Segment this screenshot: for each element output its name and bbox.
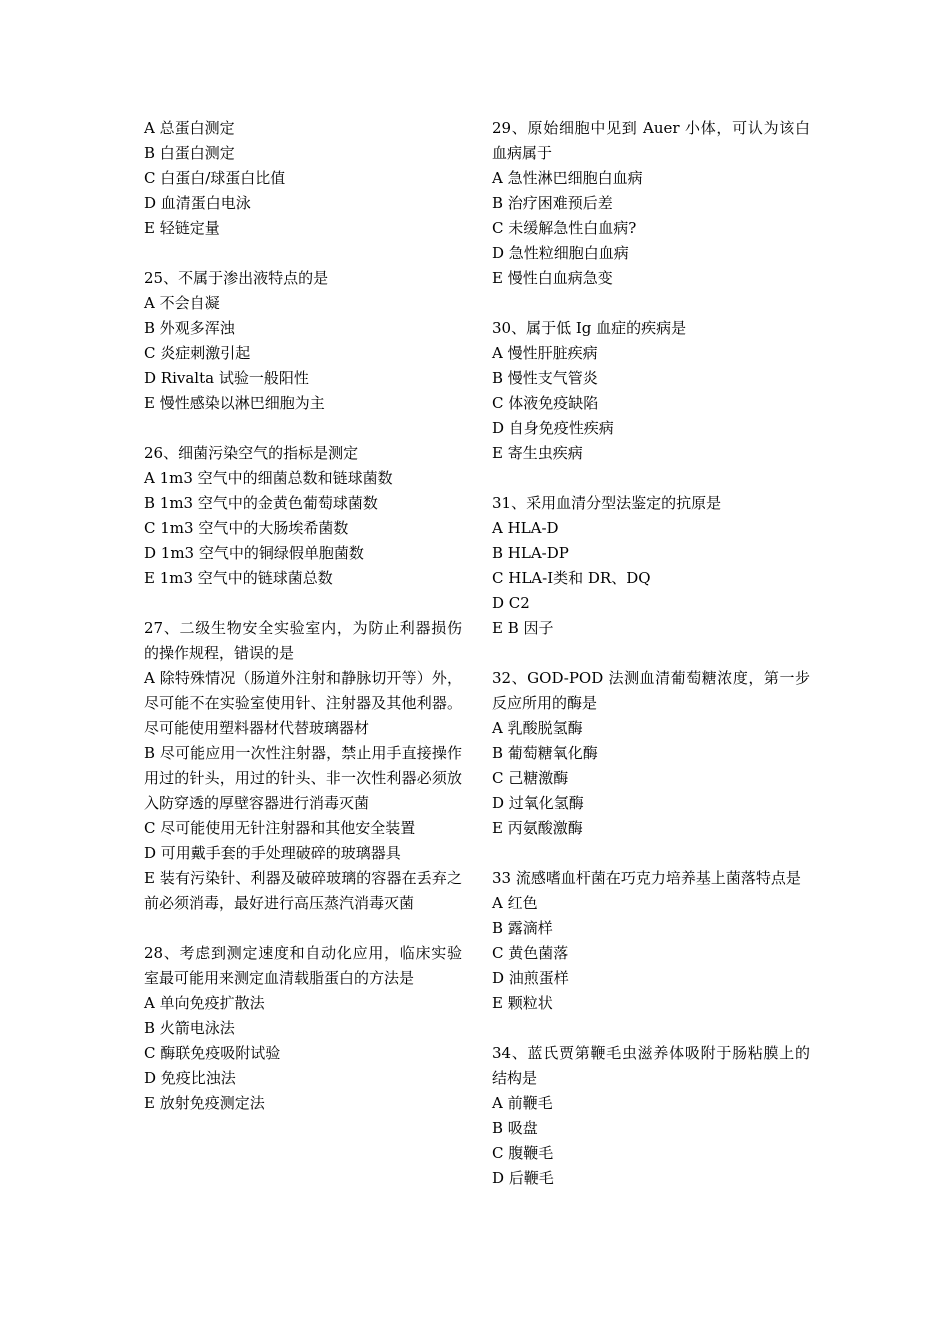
question-block	[492, 316, 810, 466]
answer-option: D 过氧化氢酶	[492, 794, 584, 812]
answer-option: A 单向免疫扩散法	[144, 994, 265, 1012]
answer-option: C 体液免疫缺陷	[492, 394, 599, 412]
question-stem: 30、属于低 Ig 血症的疾病是	[492, 319, 687, 337]
answer-option: C 黄色菌落	[492, 944, 569, 962]
question-stem: 31、采用血清分型法鉴定的抗原是	[492, 494, 722, 512]
answer-option: A 1m3 空气中的细菌总数和链球菌数	[144, 469, 393, 487]
question-stem: 29、原始细胞中见到 Auer 小体，可认为该白血病属于	[492, 119, 810, 162]
left-column	[144, 116, 462, 1141]
question-stem: 33 流感嗜血杆菌在巧克力培养基上菌落特点是	[492, 869, 801, 887]
answer-option: C 尽可能使用无针注射器和其他安全装置	[144, 819, 416, 837]
answer-option: C 酶联免疫吸附试验	[144, 1044, 281, 1062]
answer-option: B 治疗困难预后差	[492, 194, 613, 212]
answer-option: C 未缓解急性白血病?	[492, 219, 637, 237]
answer-option: E 寄生虫疾病	[492, 444, 583, 462]
question-block	[144, 266, 462, 416]
answer-option: D 1m3 空气中的铜绿假单胞菌数	[144, 544, 364, 562]
answer-option: D 可用戴手套的手处理破碎的玻璃器具	[144, 844, 401, 862]
question-block	[144, 441, 462, 591]
answer-option: E 慢性感染以淋巴细胞为主	[144, 394, 325, 412]
answer-option: A 总蛋白测定	[144, 119, 235, 137]
answer-option: D 油煎蛋样	[492, 969, 569, 987]
question-stem: 32、GOD-POD 法测血清葡萄糖浓度，第一步反应所用的酶是	[492, 669, 810, 712]
question-stem: 25、不属于渗出液特点的是	[144, 269, 329, 287]
answer-option: E 颗粒状	[492, 994, 553, 1012]
right-column	[492, 116, 810, 1216]
answer-option: D 急性粒细胞白血病	[492, 244, 629, 262]
answer-option: A HLA-D	[492, 519, 559, 537]
answer-option: D 自身免疫性疾病	[492, 419, 614, 437]
answer-option: E 放射免疫测定法	[144, 1094, 265, 1112]
answer-option: D 免疫比浊法	[144, 1069, 236, 1087]
answer-option: E 慢性白血病急变	[492, 269, 613, 287]
answer-option: C 白蛋白/球蛋白比值	[144, 169, 286, 187]
answer-option: B 外观多浑浊	[144, 319, 235, 337]
answer-option: B 火箭电泳法	[144, 1019, 235, 1037]
answer-option: B 露滴样	[492, 919, 553, 937]
question-block	[492, 491, 810, 641]
answer-option: E B 因子	[492, 619, 554, 637]
answer-option: C HLA-Ⅰ类和 DR、DQ	[492, 569, 651, 587]
answer-option: B 1m3 空气中的金黄色葡萄球菌数	[144, 494, 378, 512]
answer-option: A 急性淋巴细胞白血病	[492, 169, 643, 187]
question-stem: 34、蓝氏贾第鞭毛虫滋养体吸附于肠粘膜上的结构是	[492, 1044, 810, 1087]
question-block	[492, 116, 810, 291]
question-stem: 26、细菌污染空气的指标是测定	[144, 444, 359, 462]
answer-option: A 不会自凝	[144, 294, 220, 312]
answer-option: D 后鞭毛	[492, 1169, 554, 1187]
answer-option: A 红色	[492, 894, 538, 912]
question-stem: 27、二级生物安全实验室内，为防止利器损伤的操作规程，错误的是	[144, 619, 462, 662]
answer-option: B 白蛋白测定	[144, 144, 235, 162]
answer-option: C 腹鞭毛	[492, 1144, 554, 1162]
answer-option: A 前鞭毛	[492, 1094, 553, 1112]
answer-option: C 炎症刺激引起	[144, 344, 251, 362]
answer-option: D C2	[492, 594, 530, 612]
answer-option: C 1m3 空气中的大肠埃希菌数	[144, 519, 349, 537]
question-stem: 28、考虑到测定速度和自动化应用，临床实验室最可能用来测定血清载脂蛋白的方法是	[144, 944, 462, 987]
answer-option: A 除特殊情况（肠道外注射和静脉切开等）外，尽可能不在实验室使用针、注射器及其他利器。尽可能使用塑料器材代替玻璃器材	[144, 669, 462, 737]
answer-option: E 1m3 空气中的链球菌总数	[144, 569, 333, 587]
question-block	[144, 941, 462, 1116]
answer-option: B 葡萄糖氧化酶	[492, 744, 598, 762]
question-block	[144, 616, 462, 916]
answer-option: D 血清蛋白电泳	[144, 194, 251, 212]
answer-option: C 己糖激酶	[492, 769, 569, 787]
answer-option: D Rivalta 试验一般阳性	[144, 369, 309, 387]
answer-option: B HLA-DP	[492, 544, 569, 562]
question-block	[492, 666, 810, 841]
answer-option: B 慢性支气管炎	[492, 369, 598, 387]
answer-option: A 乳酸脱氢酶	[492, 719, 583, 737]
question-block	[144, 116, 462, 241]
question-block	[492, 866, 810, 1016]
answer-option: B 尽可能应用一次性注射器，禁止用手直接操作用过的针头，用过的针头、非一次性利器必须放入防穿透的厚壁容器进行消毒灭菌	[144, 744, 462, 812]
answer-option: E 装有污染针、利器及破碎玻璃的容器在丢弃之前必须消毒，最好进行高压蒸汽消毒灭菌	[144, 869, 462, 912]
question-block	[492, 1041, 810, 1191]
answer-option: E 丙氨酸激酶	[492, 819, 583, 837]
answer-option: A 慢性肝脏疾病	[492, 344, 598, 362]
answer-option: E 轻链定量	[144, 219, 220, 237]
answer-option: B 吸盘	[492, 1119, 538, 1137]
